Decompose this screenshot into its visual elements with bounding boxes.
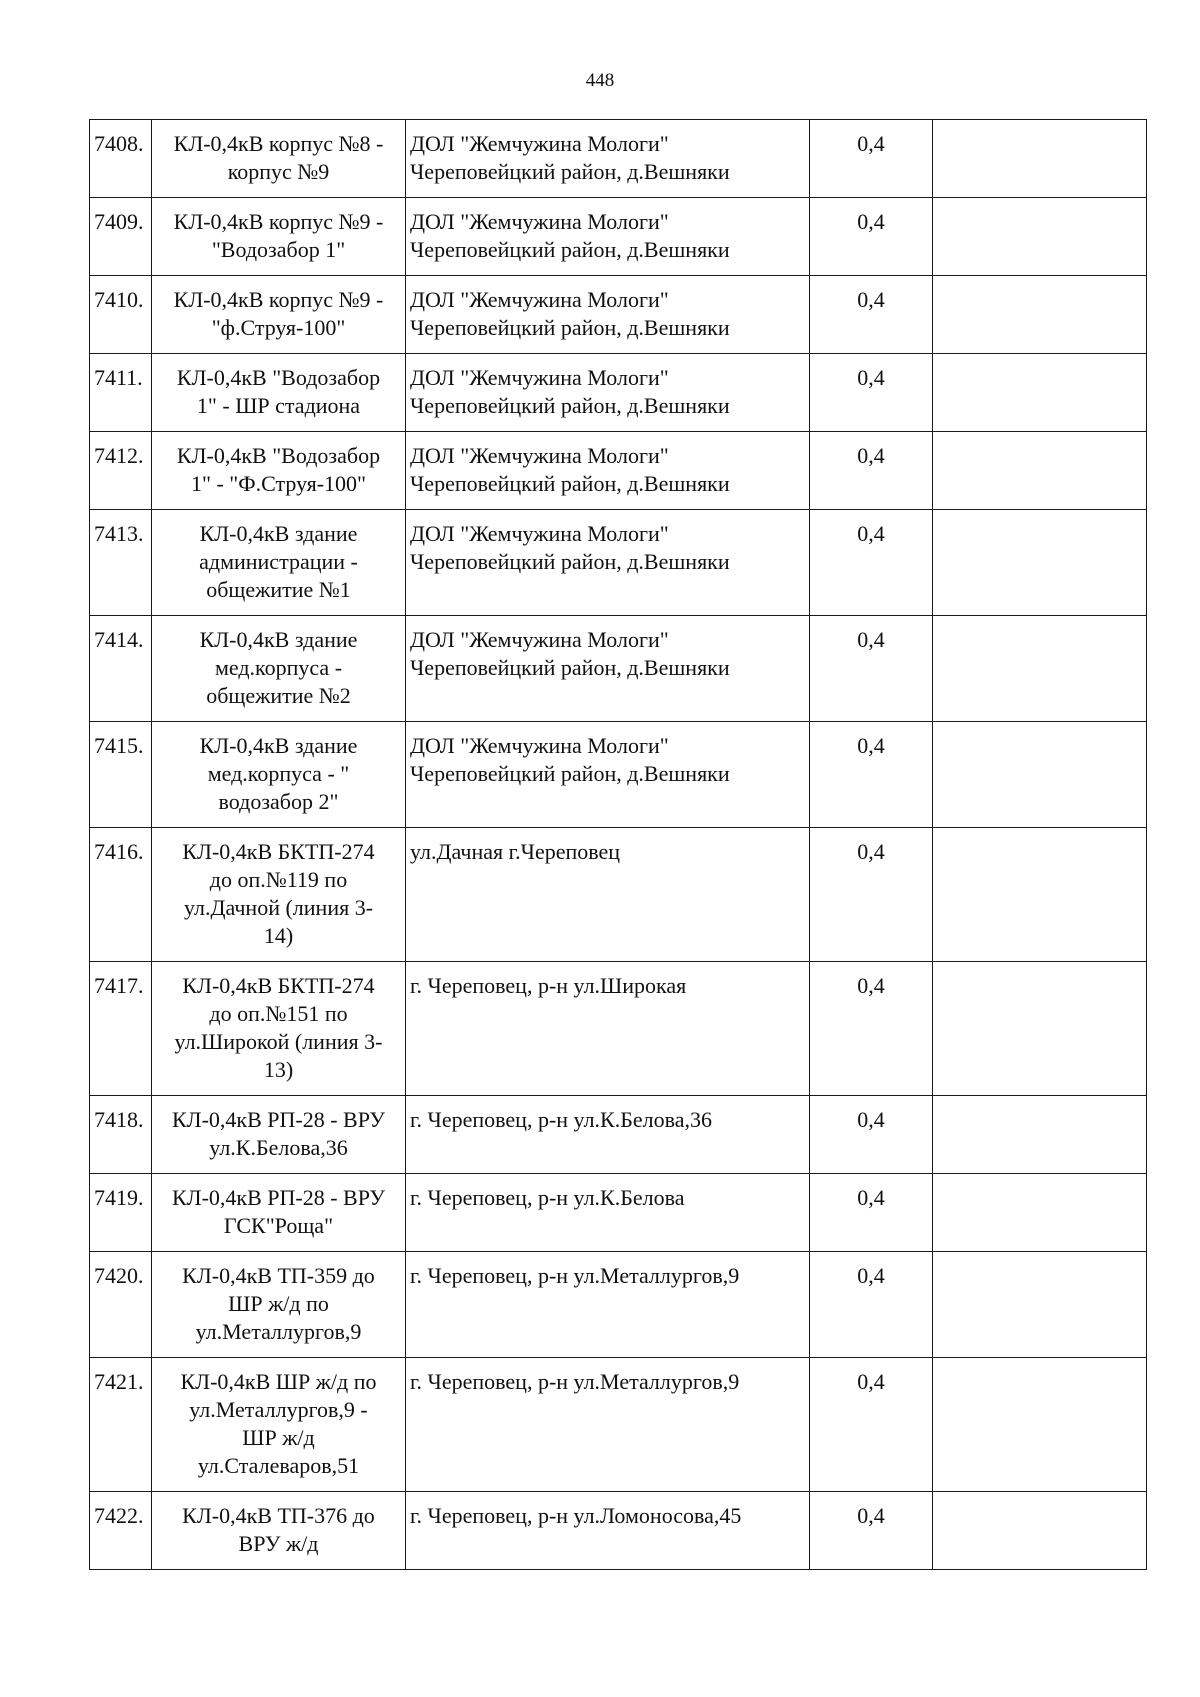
address-text: г. Череповец, р-н ул.Ломоносова,45	[410, 1503, 742, 1528]
voltage-text: 0,4	[857, 839, 885, 864]
table-row	[90, 616, 1147, 722]
line-name-cell	[152, 962, 406, 1096]
table-row	[90, 962, 1147, 1096]
voltage-cell	[810, 1252, 933, 1358]
table-row	[90, 198, 1147, 276]
row-number-text: 7420.	[94, 1263, 144, 1288]
address-cell	[406, 962, 810, 1096]
row-number-text: 7413.	[94, 521, 144, 546]
row-number-text: 7411.	[94, 365, 143, 390]
line-name-cell	[152, 510, 406, 616]
voltage-cell	[810, 276, 933, 354]
line-name-cell	[152, 276, 406, 354]
voltage-text: 0,4	[857, 1263, 885, 1288]
address-cell	[406, 1096, 810, 1174]
row-number-cell	[90, 354, 152, 432]
line-name-cell	[152, 1252, 406, 1358]
line-name-text: КЛ-0,4кВ РП-28 - ВРУ ул.К.Белова,36	[172, 1107, 385, 1160]
table-body	[90, 120, 1147, 1570]
row-number-text: 7418.	[94, 1107, 144, 1132]
table-row	[90, 1174, 1147, 1252]
line-name-text: КЛ-0,4кВ корпус №9 - "ф.Струя-100"	[173, 287, 384, 340]
line-name-text: КЛ-0,4кВ РП-28 - ВРУ ГСК"Роща"	[172, 1185, 385, 1238]
address-text: ДОЛ "Жемчужина Мологи" Череповейцкий район, д.Вешняки	[410, 521, 730, 574]
address-text: ДОЛ "Жемчужина Мологи" Череповейцкий район, д.Вешняки	[410, 131, 730, 184]
empty-cell	[933, 962, 1147, 1096]
voltage-text: 0,4	[857, 1185, 885, 1210]
line-name-text: КЛ-0,4кВ корпус №8 - корпус №9	[173, 131, 384, 184]
table-row	[90, 722, 1147, 828]
address-cell	[406, 616, 810, 722]
line-name-text: КЛ-0,4кВ здание мед.корпуса - " водозабор 2"	[199, 733, 358, 814]
line-name-text: КЛ-0,4кВ ТП-359 до ШР ж/д по ул.Металлургов,9	[182, 1263, 375, 1344]
voltage-cell	[810, 510, 933, 616]
row-number-cell	[90, 962, 152, 1096]
voltage-text: 0,4	[857, 1107, 885, 1132]
voltage-text: 0,4	[857, 627, 885, 652]
address-text: г. Череповец, р-н ул.К.Белова	[410, 1185, 685, 1210]
address-cell	[406, 510, 810, 616]
line-name-cell	[152, 1096, 406, 1174]
voltage-cell	[810, 198, 933, 276]
voltage-cell	[810, 828, 933, 962]
empty-cell	[933, 722, 1147, 828]
address-cell	[406, 276, 810, 354]
voltage-cell	[810, 1096, 933, 1174]
row-number-cell	[90, 1358, 152, 1492]
empty-cell	[933, 1358, 1147, 1492]
empty-cell	[933, 120, 1147, 198]
line-name-text: КЛ-0,4кВ корпус №9 - "Водозабор 1"	[173, 209, 384, 262]
table-row	[90, 1358, 1147, 1492]
row-number-cell	[90, 722, 152, 828]
voltage-cell	[810, 962, 933, 1096]
line-name-cell	[152, 828, 406, 962]
row-number-cell	[90, 1252, 152, 1358]
row-number-text: 7421.	[94, 1369, 144, 1394]
table-row	[90, 354, 1147, 432]
line-name-text: КЛ-0,4кВ "Водозабор 1" - "Ф.Струя-100"	[176, 443, 381, 496]
row-number-cell	[90, 616, 152, 722]
empty-cell	[933, 354, 1147, 432]
address-cell	[406, 1492, 810, 1570]
row-number-text: 7415.	[94, 733, 144, 758]
row-number-text: 7408.	[94, 131, 144, 156]
row-number-cell	[90, 510, 152, 616]
empty-cell	[933, 616, 1147, 722]
row-number-text: 7412.	[94, 443, 144, 468]
voltage-text: 0,4	[857, 973, 885, 998]
voltage-cell	[810, 432, 933, 510]
row-number-text: 7419.	[94, 1185, 144, 1210]
line-name-cell	[152, 722, 406, 828]
voltage-text: 0,4	[857, 131, 885, 156]
address-text: г. Череповец, р-н ул.Металлургов,9	[410, 1263, 740, 1288]
table-row	[90, 828, 1147, 962]
empty-cell	[933, 1174, 1147, 1252]
address-cell	[406, 432, 810, 510]
table-row	[90, 276, 1147, 354]
voltage-cell	[810, 1358, 933, 1492]
line-name-cell	[152, 198, 406, 276]
voltage-cell	[810, 1174, 933, 1252]
address-text: ДОЛ "Жемчужина Мологи" Череповейцкий район, д.Вешняки	[410, 627, 730, 680]
row-number-cell	[90, 276, 152, 354]
address-text: ДОЛ "Жемчужина Мологи" Череповейцкий район, д.Вешняки	[410, 287, 730, 340]
cable-lines-table	[89, 119, 1147, 1570]
voltage-text: 0,4	[857, 443, 885, 468]
address-cell	[406, 120, 810, 198]
row-number-text: 7417.	[94, 973, 144, 998]
voltage-cell	[810, 120, 933, 198]
page-number: 448	[585, 70, 615, 91]
empty-cell	[933, 1492, 1147, 1570]
line-name-text: КЛ-0,4кВ здание мед.корпуса - общежитие №2	[199, 627, 358, 708]
empty-cell	[933, 1252, 1147, 1358]
table-row	[90, 1252, 1147, 1358]
voltage-text: 0,4	[857, 1369, 885, 1394]
voltage-cell	[810, 722, 933, 828]
address-text: ДОЛ "Жемчужина Мологи" Череповейцкий район, д.Вешняки	[410, 733, 730, 786]
address-cell	[406, 1252, 810, 1358]
line-name-cell	[152, 432, 406, 510]
address-text: г. Череповец, р-н ул.К.Белова,36	[410, 1107, 712, 1132]
empty-cell	[933, 828, 1147, 962]
line-name-text: КЛ-0,4кВ здание администрации - общежитие №1	[199, 521, 358, 602]
line-name-cell	[152, 1492, 406, 1570]
line-name-text: КЛ-0,4кВ БКТП-274 до оп.№119 по ул.Дачной (линия 3- 14)	[182, 839, 375, 948]
row-number-cell	[90, 1174, 152, 1252]
line-name-cell	[152, 1174, 406, 1252]
voltage-text: 0,4	[857, 733, 885, 758]
address-text: ДОЛ "Жемчужина Мологи" Череповейцкий район, д.Вешняки	[410, 365, 730, 418]
address-cell	[406, 1358, 810, 1492]
line-name-cell	[152, 354, 406, 432]
row-number-text: 7422.	[94, 1503, 144, 1528]
empty-cell	[933, 432, 1147, 510]
address-cell	[406, 828, 810, 962]
address-text: ДОЛ "Жемчужина Мологи" Череповейцкий район, д.Вешняки	[410, 209, 730, 262]
line-name-cell	[152, 1358, 406, 1492]
address-text: ул.Дачная г.Череповец	[410, 839, 621, 864]
voltage-cell	[810, 1492, 933, 1570]
row-number-text: 7410.	[94, 287, 144, 312]
line-name-text: КЛ-0,4кВ ШР ж/д по ул.Металлургов,9 - ШР ж/д ул.Сталеваров,51	[180, 1369, 377, 1478]
voltage-text: 0,4	[857, 365, 885, 390]
voltage-text: 0,4	[857, 1503, 885, 1528]
voltage-text: 0,4	[857, 287, 885, 312]
empty-cell	[933, 276, 1147, 354]
row-number-cell	[90, 828, 152, 962]
address-cell	[406, 354, 810, 432]
row-number-cell	[90, 120, 152, 198]
address-text: г. Череповец, р-н ул.Широкая	[410, 973, 687, 998]
address-cell	[406, 198, 810, 276]
line-name-text: КЛ-0,4кВ ТП-376 до ВРУ ж/д	[182, 1503, 375, 1556]
address-cell	[406, 722, 810, 828]
line-name-text: КЛ-0,4кВ "Водозабор 1" - ШР стадиона	[176, 365, 381, 418]
row-number-cell	[90, 198, 152, 276]
address-text: г. Череповец, р-н ул.Металлургов,9	[410, 1369, 740, 1394]
row-number-text: 7414.	[94, 627, 144, 652]
table-row	[90, 1096, 1147, 1174]
table-row	[90, 120, 1147, 198]
empty-cell	[933, 1096, 1147, 1174]
row-number-text: 7409.	[94, 209, 144, 234]
row-number-text: 7416.	[94, 839, 144, 864]
address-text: ДОЛ "Жемчужина Мологи" Череповейцкий район, д.Вешняки	[410, 443, 730, 496]
row-number-cell	[90, 432, 152, 510]
line-name-cell	[152, 616, 406, 722]
voltage-text: 0,4	[857, 209, 885, 234]
row-number-cell	[90, 1096, 152, 1174]
row-number-cell	[90, 1492, 152, 1570]
line-name-cell	[152, 120, 406, 198]
table-row	[90, 510, 1147, 616]
table-row	[90, 1492, 1147, 1570]
line-name-text: КЛ-0,4кВ БКТП-274 до оп.№151 по ул.Широкой (линия 3- 13)	[174, 973, 383, 1082]
address-cell	[406, 1174, 810, 1252]
voltage-text: 0,4	[857, 521, 885, 546]
voltage-cell	[810, 354, 933, 432]
voltage-cell	[810, 616, 933, 722]
empty-cell	[933, 510, 1147, 616]
empty-cell	[933, 198, 1147, 276]
table-row	[90, 432, 1147, 510]
